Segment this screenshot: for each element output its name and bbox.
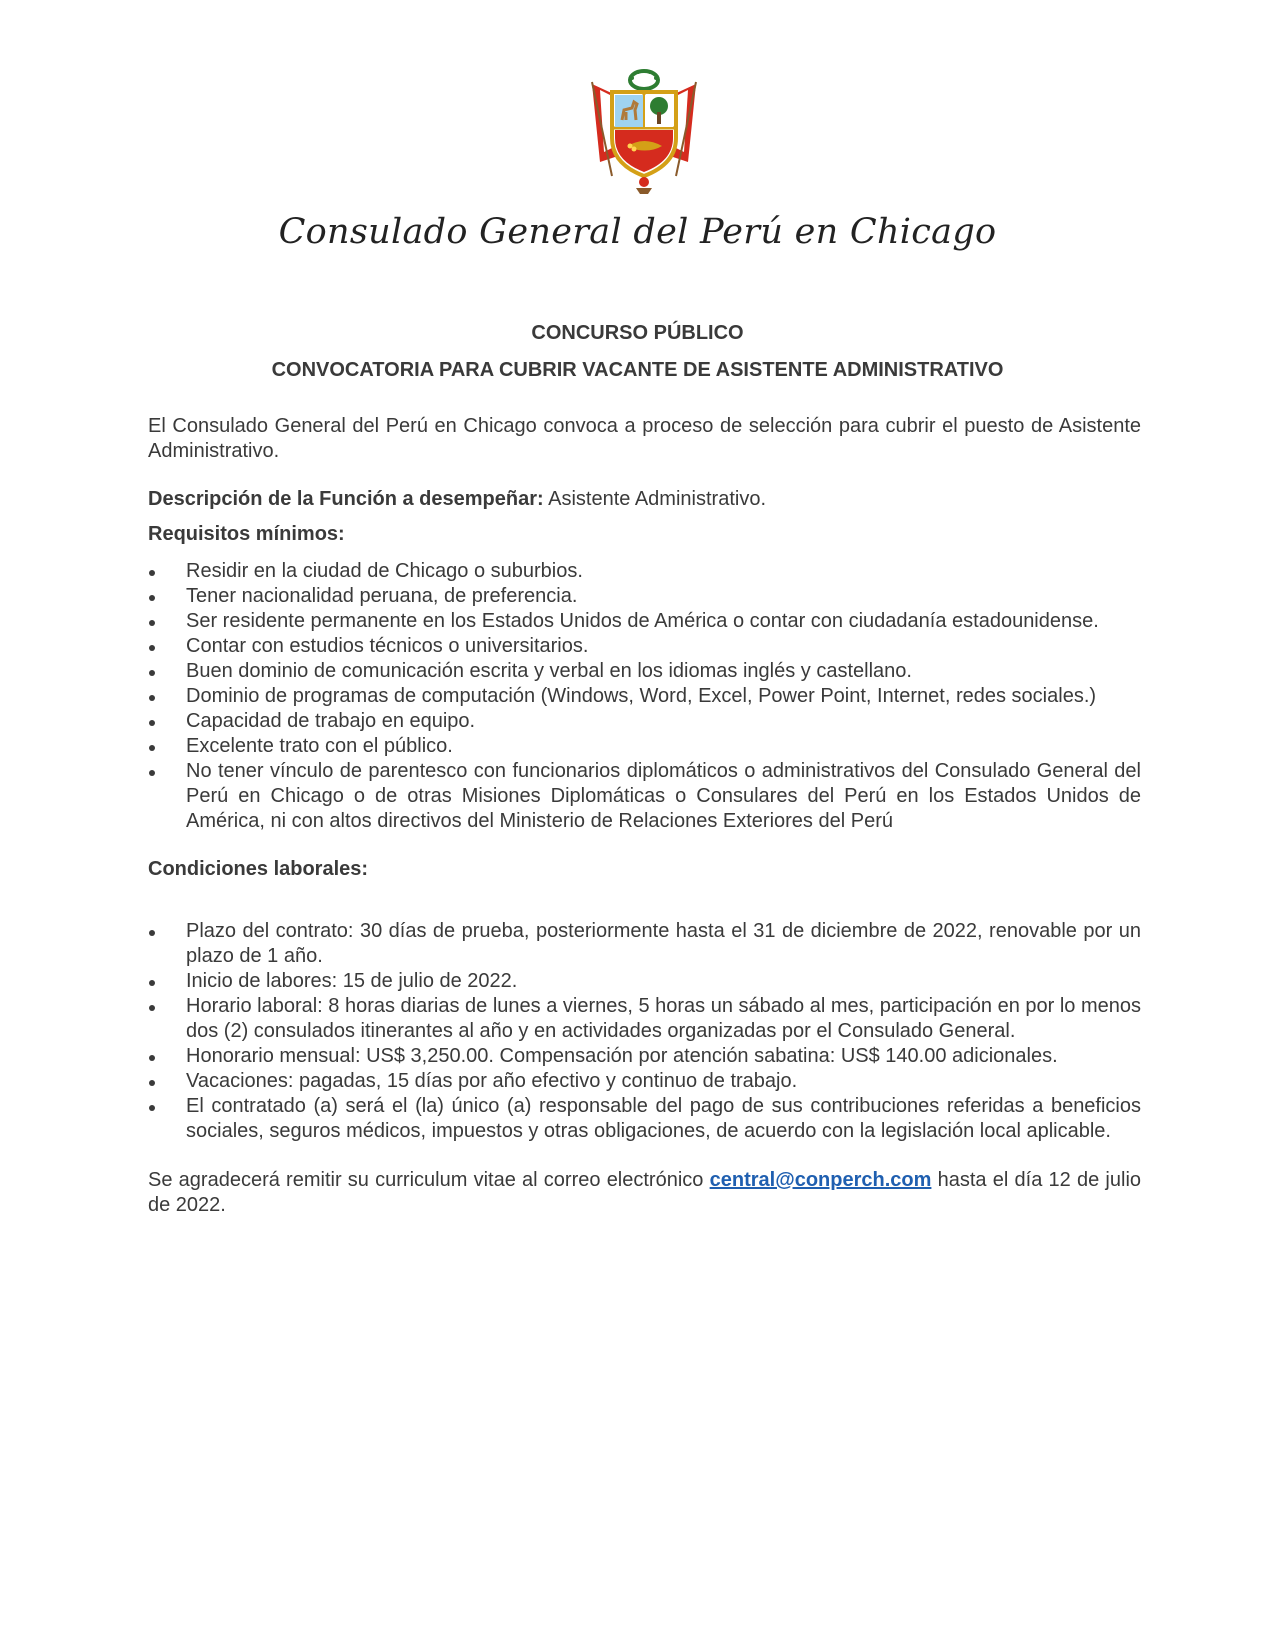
bullet-icon: [149, 1105, 155, 1111]
condiciones-list: [148, 919, 1141, 1144]
list-item: Tener nacionalidad peruana, de preferencia.: [148, 584, 1141, 609]
title-line-1: CONCURSO PÚBLICO: [531, 322, 744, 344]
list-item: Buen dominio de comunicación escrita y verbal en los idiomas inglés y castellano.: [148, 659, 1141, 684]
organization-name: Consulado General del Perú en Chicago: [278, 212, 997, 252]
list-item: Horario laboral: 8 horas diarias de lunes a viernes, 5 horas un sábado al mes, participación en por lo menos dos (2) consulados itinerantes al año y en actividades organizadas por el Consulado General.: [148, 994, 1141, 1044]
condiciones-title: Condiciones laborales:: [148, 858, 369, 880]
requisitos-list: [148, 559, 1141, 834]
closing-paragraph: [148, 1168, 1141, 1218]
list-item: Capacidad de trabajo en equipo.: [148, 709, 1141, 734]
bullet-icon: [149, 695, 155, 701]
bullet-icon: [149, 1080, 155, 1086]
funcion-value: Asistente Administrativo.: [543, 488, 766, 510]
list-item: No tener vínculo de parentesco con funcionarios diplomáticos o administrativos del Consulado General del Perú en Chicago o de otras Misiones Diplomáticas o Consulares del Perú en los Estados Unidos de América, ni con altos directivos del Ministerio de Relaciones Exteriores del Perú: [148, 759, 1141, 834]
bullet-icon: [149, 570, 155, 576]
bullet-icon: [149, 745, 155, 751]
list-item: Vacaciones: pagadas, 15 días por año efectivo y continuo de trabajo.: [148, 1069, 1141, 1094]
title-line-2: CONVOCATORIA PARA CUBRIR VACANTE DE ASISTENTE ADMINISTRATIVO: [271, 359, 1004, 381]
list-item: Plazo del contrato: 30 días de prueba, posteriormente hasta el 31 de diciembre de 2022, renovable por un plazo de 1 año.: [148, 919, 1141, 969]
list-item: Residir en la ciudad de Chicago o suburbios.: [148, 559, 1141, 584]
email-link[interactable]: central@conperch.com: [709, 1169, 932, 1191]
bullet-icon: [149, 645, 155, 651]
list-item: Excelente trato con el público.: [148, 734, 1141, 759]
document-body: [148, 414, 1141, 1218]
bullet-icon: [149, 670, 155, 676]
bullet-icon: [149, 620, 155, 626]
list-item: Honorario mensual: US$ 3,250.00. Compensación por atención sabatina: US$ 140.00 adicionales.: [148, 1044, 1141, 1069]
closing-text-after: hasta el día 12 de julio de 2022.: [148, 1169, 1142, 1216]
bullet-icon: [149, 1005, 155, 1011]
intro-paragraph: El Consulado General del Perú en Chicago convoca a proceso de selección para cubrir el puesto de Asistente Administrativo.: [148, 415, 1141, 462]
list-item: Inicio de labores: 15 de julio de 2022.: [148, 969, 1141, 994]
bullet-icon: [149, 930, 155, 936]
list-item: Contar con estudios técnicos o universitarios.: [148, 634, 1141, 659]
list-item: El contratado (a) será el (la) único (a) responsable del pago de sus contribuciones referidas a beneficios sociales, seguros médicos, impuestos y otras obligaciones, de acuerdo con la legislación local aplicable.: [148, 1094, 1141, 1144]
bullet-icon: [149, 1055, 155, 1061]
requisitos-title: Requisitos mínimos:: [148, 523, 345, 545]
list-item: Ser residente permanente en los Estados Unidos de América o contar con ciudadanía estadounidense.: [148, 609, 1141, 634]
bullet-icon: [149, 980, 155, 986]
funcion-paragraph: [148, 487, 1141, 512]
peru-coat-of-arms-icon: [582, 66, 706, 196]
closing-text-before: Se agradecerá remitir su curriculum vitae al correo electrónico: [148, 1169, 710, 1191]
bullet-icon: [149, 595, 155, 601]
funcion-label: Descripción de la Función a desempeñar:: [148, 488, 544, 510]
bullet-icon: [149, 770, 155, 776]
bullet-icon: [149, 720, 155, 726]
list-item: Dominio de programas de computación (Windows, Word, Excel, Power Point, Internet, redes sociales.): [148, 684, 1141, 709]
